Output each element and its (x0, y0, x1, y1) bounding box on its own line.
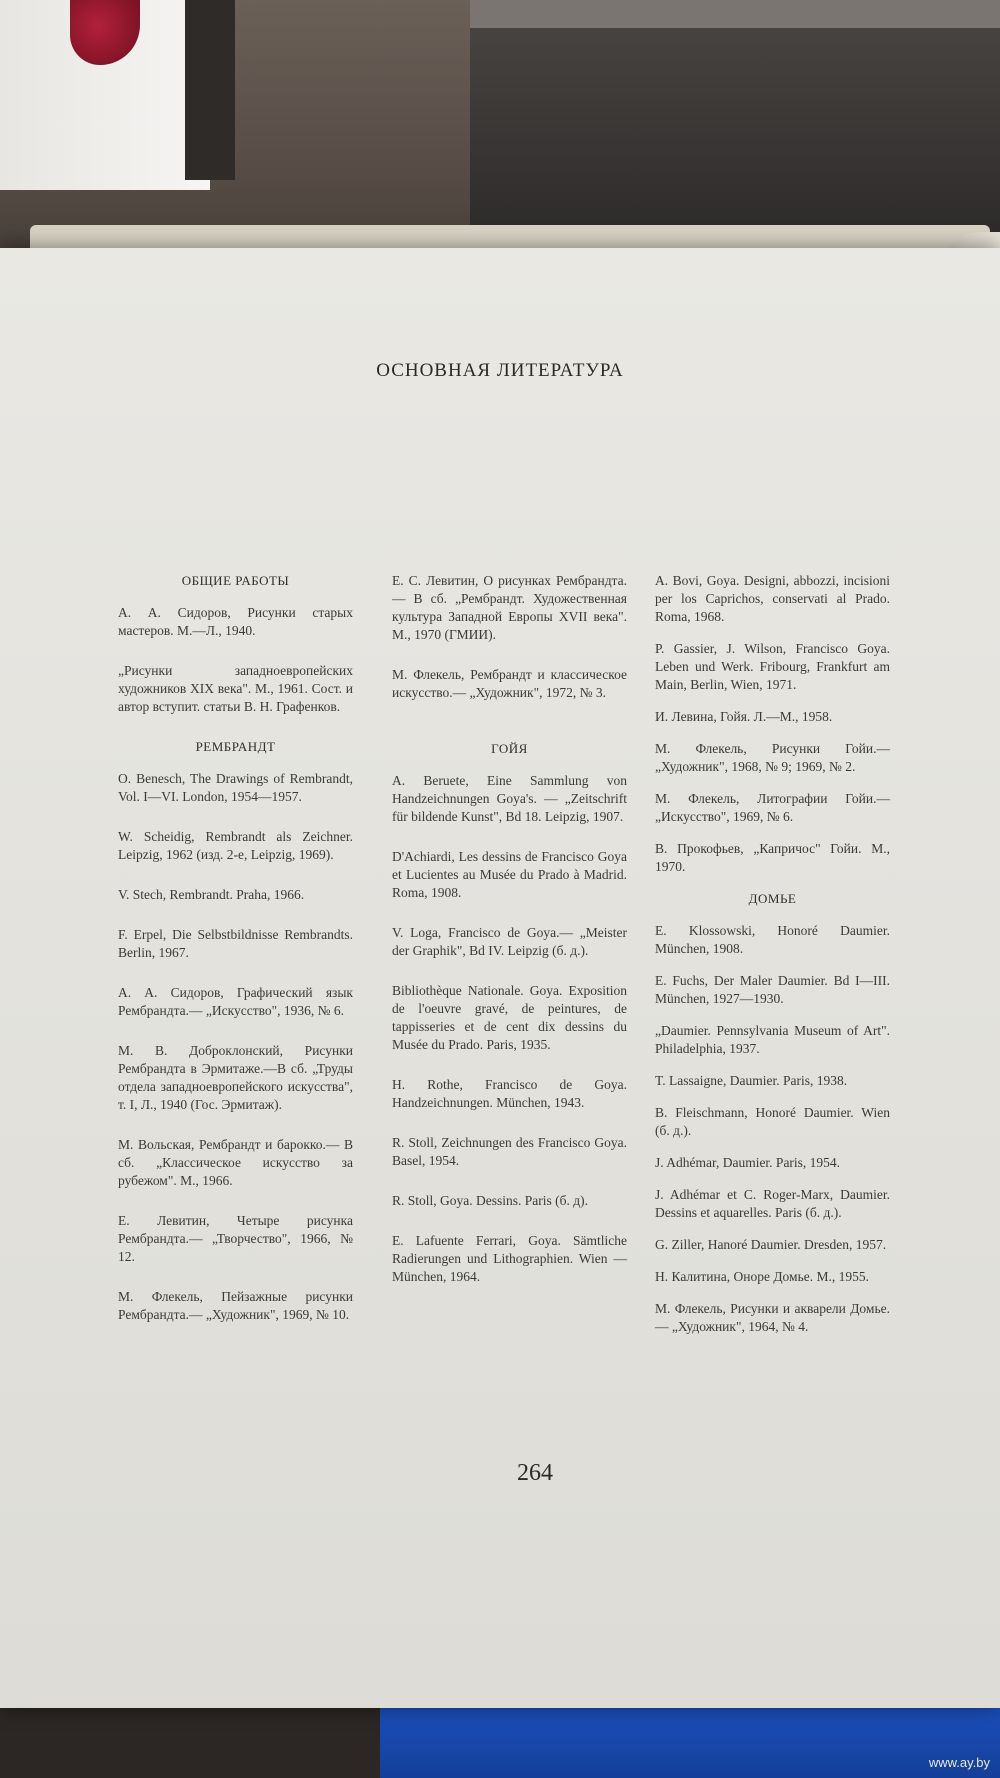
bibliography-entry: И. Левина, Гойя. Л.—М., 1958. (655, 709, 833, 724)
section-heading: ДОМЬЕ (748, 891, 797, 906)
bibliography-entry: А. А. Сидоров, Графический язык Рембрандта.— „Искусство", 1936, № 6. (118, 985, 353, 1018)
bibliography-entry: A. Beruete, Eine Sammlung von Handzeichnungen Goya's. — „Zeitschrift für bildende Kunst", Bd 18. Leipzig, 1907. (392, 773, 627, 824)
bibliography-entry: P. Gassier, J. Wilson, Francisco Goya. Leben und Werk. Fribourg, Frankfurt am Main, Berlin, Wien, 1971. (655, 641, 890, 692)
bibliography-entry: T. Lassaigne, Daumier. Paris, 1938. (655, 1073, 848, 1088)
bibliography-entry: В. Прокофьев, „Капричос" Гойи. М., 1970. (655, 841, 890, 874)
watermark: www.ay.by (928, 1755, 990, 1770)
bibliography-entry: Е. Левитин, Четыре рисунка Рембрандта.— „Творчество", 1966, № 12. (118, 1213, 353, 1264)
bibliography-entry: O. Benesch, The Drawings of Rembrandt, Vol. I—VI. London, 1954—1957. (118, 771, 353, 804)
section-heading: ОБЩИЕ РАБОТЫ (181, 573, 290, 588)
page-number: 264 (517, 1460, 553, 1486)
dark-cabinet (470, 0, 1000, 245)
bibliography-entry: D'Achiardi, Les dessins de Francisco Goya et Lucientes au Musée du Prado à Madrid. Roma, 1908. (392, 849, 627, 900)
bibliography-entry: М. Флекель, Литографии Гойи.— „Искусство", 1969, № 6. (655, 791, 890, 824)
bibliography-entry: R. Stoll, Zeichnungen des Francisco Goya. Basel, 1954. (392, 1135, 627, 1168)
column-2 (392, 572, 627, 1308)
bibliography-entry: „Daumier. Pennsylvania Museum of Art". Philadelphia, 1937. (655, 1023, 890, 1056)
bibliography-entry: М. Флекель, Рисунки и акварели Домье.— „Художник", 1964, № 4. (655, 1301, 890, 1334)
bibliography-entry: Н. Калитина, Оноре Домье. М., 1955. (655, 1269, 869, 1284)
page-title: ОСНОВНАЯ ЛИТЕРАТУРА (376, 360, 624, 381)
bibliography-entry: R. Stoll, Goya. Dessins. Paris (б. д). (392, 1193, 588, 1208)
white-box-side (185, 0, 235, 180)
bibliography-entry: М. Флекель, Пейзажные рисунки Рембрандта.— „Художник", 1969, № 10. (118, 1289, 353, 1322)
bibliography-entry: V. Stech, Rembrandt. Praha, 1966. (118, 887, 305, 902)
bibliography-entry: B. Fleischmann, Honoré Daumier. Wien (б. д.). (655, 1105, 890, 1138)
bibliography-entry: E. Klossowski, Honoré Daumier. München, 1908. (655, 923, 890, 956)
section-heading: ГОЙЯ (491, 741, 528, 756)
bibliography-entry: W. Scheidig, Rembrandt als Zeichner. Leipzig, 1962 (изд. 2-е, Leipzig, 1969). (118, 829, 353, 862)
bibliography-entry: М. В. Доброклонский, Рисунки Рембрандта в Эрмитаже.—В сб. „Труды отдела западноевропейского искусства", т. I, Л., 1940 (Гос. Эрмитаж). (118, 1043, 353, 1112)
section-heading: РЕМБРАНДТ (195, 739, 276, 754)
bibliography-entry: М. Флекель, Рисунки Гойи.— „Художник", 1968, № 9; 1969, № 2. (655, 741, 890, 774)
bibliography-entry: „Рисунки западноевропейских художников XIX века". М., 1961. Сост. и автор вступит. статьи В. Н. Графенков. (118, 663, 353, 714)
bibliography-entry: J. Adhémar et C. Roger-Marx, Daumier. Dessins et aquarelles. Paris (б. д.). (655, 1187, 890, 1220)
dark-cabinet-top (470, 0, 1000, 28)
bibliography-entry: V. Loga, Francisco de Goya.— „Meister der Graphik", Bd IV. Leipzig (б. д.). (392, 925, 627, 958)
column-3 (655, 572, 890, 1350)
bibliography-entry: A. Bovi, Goya. Designi, abbozzi, incisioni per los Caprichos, conservati al Prado. Roma, 1968. (655, 573, 890, 624)
bibliography-entry: E. Lafuente Ferrari, Goya. Sämtliche Radierungen und Lithographien. Wien — München, 1964. (392, 1233, 627, 1284)
bibliography-entry: М. Вольская, Рембрандт и барокко.— В сб. „Классическое искусство за рубежом". М., 1966. (118, 1137, 353, 1188)
bibliography-entry: J. Adhémar, Daumier. Paris, 1954. (655, 1155, 841, 1170)
bibliography-entry: Е. С. Левитин, О рисунках Рембрандта. — В сб. „Рембрандт. Художественная культура Западной Европы XVII века". М., 1970 (ГМИИ). (392, 573, 627, 642)
bibliography-entry: H. Rothe, Francisco de Goya. Handzeichnungen. München, 1943. (392, 1077, 627, 1110)
bibliography-entry: E. Fuchs, Der Maler Daumier. Bd I—III. München, 1927—1930. (655, 973, 890, 1006)
bibliography-entry: F. Erpel, Die Selbstbildnisse Rembrandts. Berlin, 1967. (118, 927, 353, 960)
bibliography-entry: Bibliothèque Nationale. Goya. Exposition de l'oeuvre gravé, de peintures, de tappisseries et de cent dix dessins du Musée du Prado. Paris, 1935. (392, 983, 627, 1052)
column-1 (118, 572, 353, 1346)
bibliography-entry: G. Ziller, Hanoré Daumier. Dresden, 1957. (655, 1237, 887, 1252)
bibliography-entry: А. А. Сидоров, Рисунки старых мастеров. М.—Л., 1940. (118, 605, 353, 638)
bibliography-entry: М. Флекель, Рембрандт и классическое искусство.— „Художник", 1972, № 3. (392, 667, 627, 700)
